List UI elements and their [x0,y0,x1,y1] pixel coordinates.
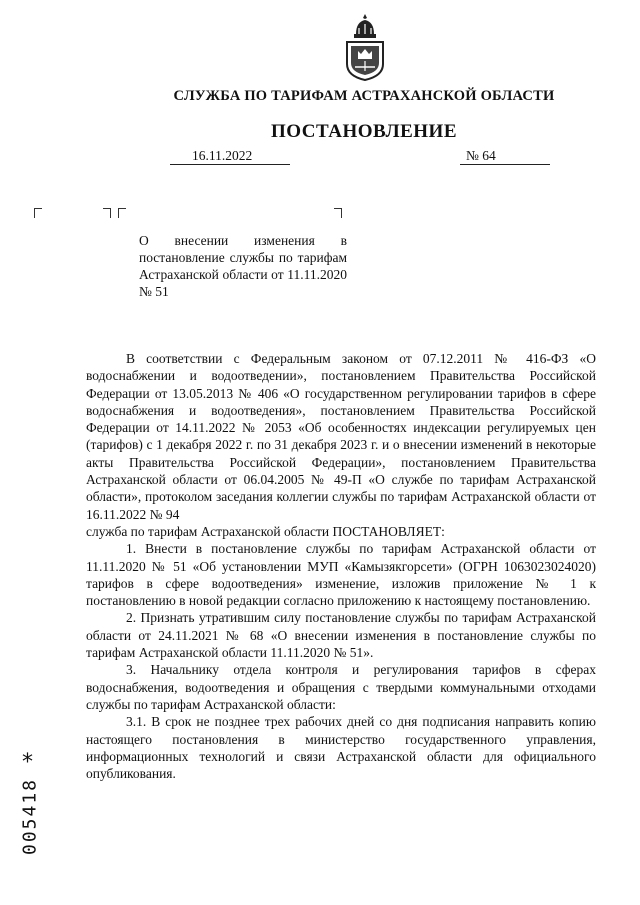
paragraph-item-3: 3. Начальнику отдела контроля и регулирования тарифов в сферах водоснабжения, водоотведения и обращения с твердыми коммунальными отходами службы по тарифам Астраханской области: [86,662,596,712]
stamp-star: * [22,750,33,775]
document-type: ПОСТАНОВЛЕНИЕ [270,121,458,142]
corner-mark [34,208,42,218]
corner-mark [103,208,111,218]
corner-mark [118,208,126,218]
document-subject: О внесении изменения в постановление службы по тарифам Астраханской области от 11.11.2020 № 51 [139,233,347,299]
stamp-number: 005418 [19,777,41,856]
coat-of-arms-icon [342,12,388,82]
document-body [86,350,596,782]
paragraph-item-3-1: 3.1. В срок не позднее трех рабочих дней со дня подписания направить копию настоящего постановления в министерство государственного управления, информационных технологий и связи Астраханской области для официального опубликования. [86,714,596,782]
number-underline [460,164,550,165]
document-number: № 64 [466,148,496,163]
paragraph-item-2: 2. Признать утратившим силу постановление службы по тарифам Астраханской области от 24.11.2021 № 68 «О внесении изменения в постановление службы по тарифам Астраханской области 11.11.2020 № 51». [86,610,596,661]
paragraph-resolves: служба по тарифам Астраханской области ПОСТАНОВЛЯЕТ: [86,523,445,539]
paragraph-item-1: 1. Внести в постановление службы по тарифам Астраханской области от 11.11.2020 № 51 «Об установлении МУП «Камызякгорсети» (ОГРН 1063023024020) тарифов в сфере водоотведения» изменение, изложив приложение № 1 к постановлению в новой редакции согласно приложению к настоящему постановлению. [86,541,596,609]
agency-name: СЛУЖБА ПО ТАРИФАМ АСТРАХАНСКОЙ ОБЛАСТИ [173,88,555,104]
paragraph-preamble: В соответствии с Федеральным законом от 07.12.2011 № 416-ФЗ «О водоснабжении и водоотведении», постановлением Правительства Российской Федерации от 13.05.2013 № 406 «О государственном регулировании тарифов в сфере водоснабжения и водоотведения», постановлением Правительства Российской Федерации от 14.11.2022 № 2053 «Об особенностях индексации регулируемых цен (тарифов) с 1 декабря 2022 г. по 31 декабря 2023 г. и о внесении изменений в некоторые акты Правительства Российской Федерации», постановлением Правительства Астраханской области от 06.04.2005 № 49-П «О службе по тарифам Астраханской области», протоколом заседания коллегии службы по тарифам Астраханской области от 16.11.2022 № 94 [86,351,596,522]
date-underline [170,164,290,165]
document-date: 16.11.2022 [192,148,253,163]
side-stamp [16,752,46,862]
corner-mark [334,208,342,218]
